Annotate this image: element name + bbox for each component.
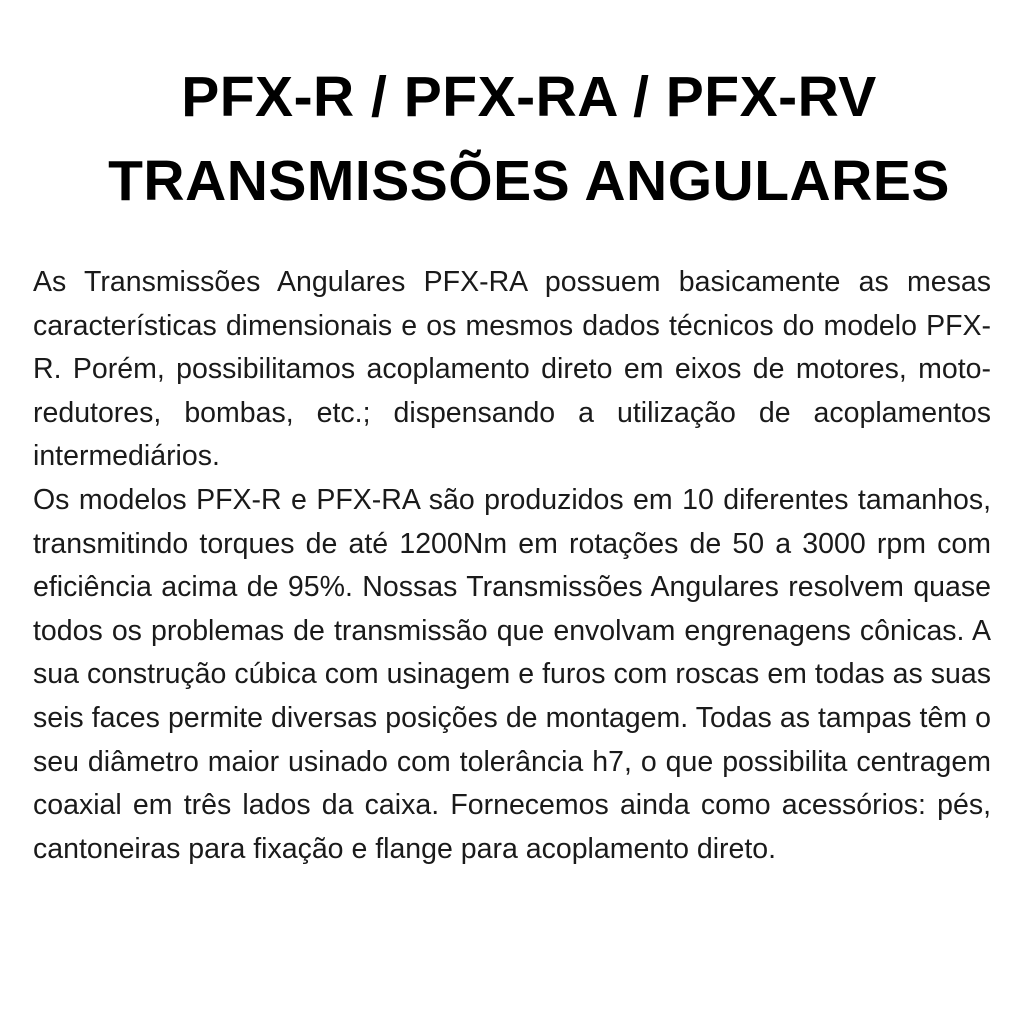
paragraph-pfx-ra-overview: As Transmissões Angulares PFX-RA possuem basicamente as mesas características dimensionais e os mesmos dados técnicos do modelo PFX-R. Porém, possibilitamos acoplamento direto em eixos de motores, moto-redutores, bombas, etc.; dispensando a utilização de acoplamentos intermediários. — [33, 266, 991, 473]
title-models: PFX-R / PFX-RA / PFX-RV — [181, 65, 877, 129]
title-product-type: TRANSMISSÕES ANGULARES — [108, 149, 950, 213]
paragraph-specifications: Os modelos PFX-R e PFX-RA são produzidos em 10 diferentes tamanhos, transmitindo torques de até 1200Nm em rotações de 50 a 3000 rpm com eficiência acima de 95%. Nossas Transmissões Angulares resolvem quase todos os problemas de transmissão que envolvam engrenagens cônicas. A sua construção cúbica com usinagem e furos com roscas em todas as suas seis faces permite diversas posições de montagem. Todas as tampas têm o seu diâmetro maior usinado com tolerância h7, o que possibilita centragem coaxial em três lados da caixa. Fornecemos ainda como acessórios: pés, cantoneiras para fixação e flange para acoplamento direto. — [33, 483, 991, 865]
description-body — [33, 261, 991, 871]
page-title — [40, 55, 1018, 223]
